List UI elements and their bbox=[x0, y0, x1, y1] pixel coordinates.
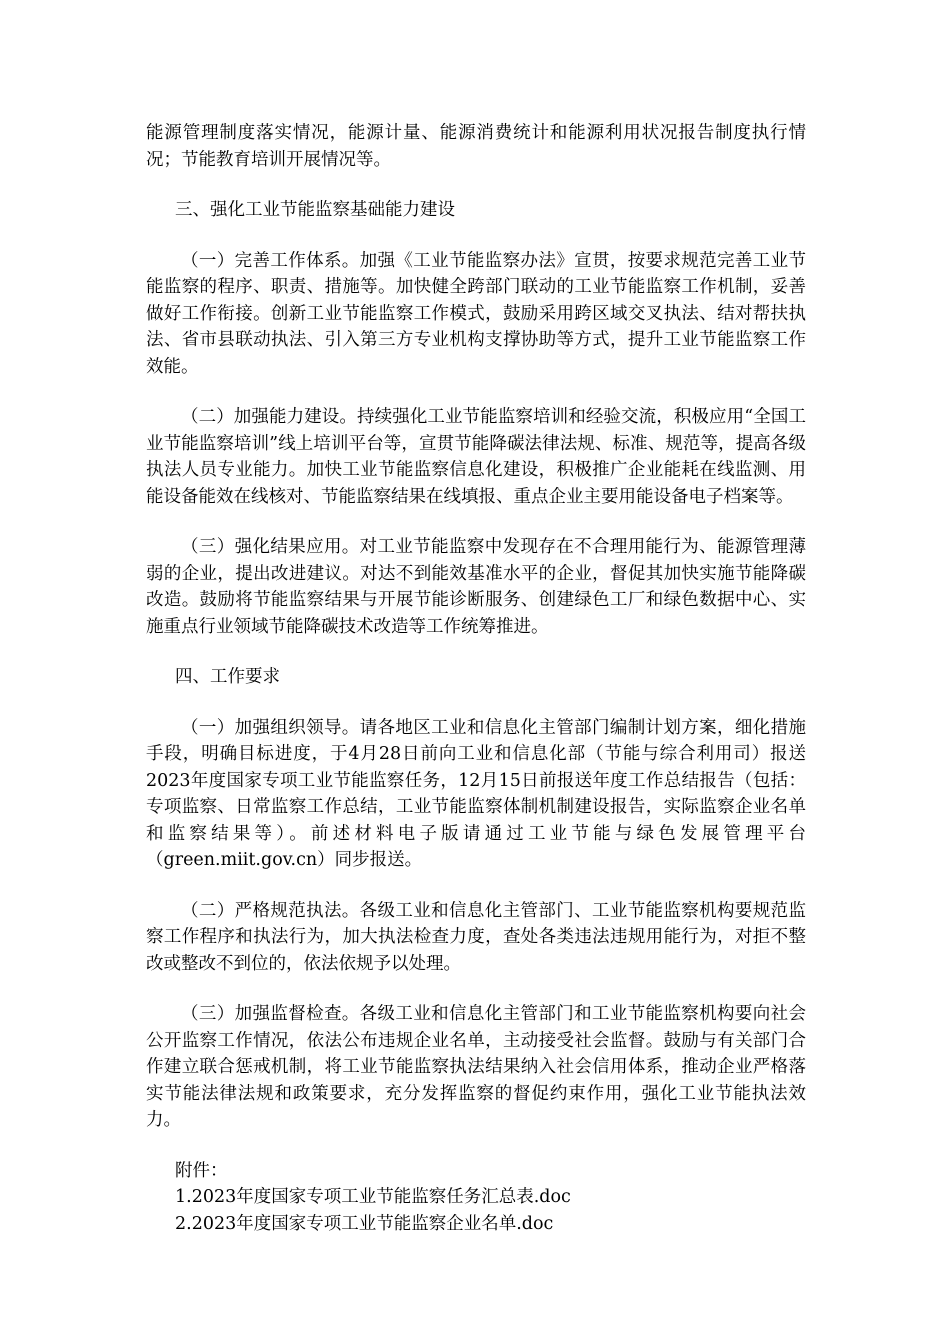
attachment-link-2[interactable]: 2.2023年度国家专项工业节能监察企业名单.doc bbox=[175, 1213, 554, 1234]
section-3-item-2: （二）加强能力建设。持续强化工业节能监察培训和经验交流，积极应用“全国工业节能监察培训”线上培训平台等，宣贯节能降碳法律法规、标准、规范等，提高各级执法人员专业能力。加快工业节能监察信息化建设，积极推广企业能耗在线监测、用能设备能效在线核对、节能监察结果在线填报、重点企业主要用能设备电子档案等。 bbox=[146, 407, 806, 507]
section-4-item-1: （一）加强组织领导。请各地区工业和信息化主管部门编制计划方案，细化措施手段，明确目标进度，于4月28日前向工业和信息化部（节能与综合利用司）报送2023年度国家专项工业节能监察任务，12月15日前报送年度工作总结报告（包括：专项监察、日常监察工作总结，工业节能监察体制机制建设报告，实际监察企业名单和监察结果等）。前述材料电子版请通过工业节能与绿色发展管理平台（green.miit.gov.cn）同步报送。 bbox=[146, 717, 806, 870]
attachments-label: 附件： bbox=[175, 1160, 228, 1181]
attachment-link-1[interactable]: 1.2023年度国家专项工业节能监察任务汇总表.doc bbox=[175, 1187, 571, 1207]
section-3-item-1: （一）完善工作体系。加强《工业节能监察办法》宣贯，按要求规范完善工业节能监察的程序、职责、措施等。加快健全跨部门联动的工业节能监察工作机制，妥善做好工作衔接。创新工业节能监察工作模式，鼓励采用跨区域交叉执法、结对帮扶执法、省市县联动执法、引入第三方专业机构支撑协助等方式，提升工业节能监察工作效能。 bbox=[146, 250, 806, 377]
document-body bbox=[146, 120, 806, 1237]
section-4-item-2: （二）严格规范执法。各级工业和信息化主管部门、工业节能监察机构要规范监察工作程序和执法行为，加大执法检查力度，查处各类违法违规用能行为，对拒不整改或整改不到位的，依法依规予以处理。 bbox=[146, 900, 806, 974]
section-4-heading: 四、工作要求 bbox=[175, 667, 280, 687]
section-4-item-3: （三）加强监督检查。各级工业和信息化主管部门和工业节能监察机构要向社会公开监察工作情况，依法公布违规企业名单，主动接受社会监督。鼓励与有关部门合作建立联合惩戒机制，将工业节能监察执法结果纳入社会信用体系，推动企业严格落实节能法律法规和政策要求，充分发挥监察的督促约束作用，强化工业节能执法效力。 bbox=[146, 1004, 806, 1130]
section-3-heading: 三、强化工业节能监察基础能力建设 bbox=[175, 200, 455, 220]
intro-paragraph: 能源管理制度落实情况，能源计量、能源消费统计和能源利用状况报告制度执行情况；节能教育培训开展情况等。 bbox=[146, 123, 806, 170]
section-3-item-3: （三）强化结果应用。对工业节能监察中发现存在不合理用能行为、能源管理薄弱的企业，提出改进建议。对达不到能效基准水平的企业，督促其加快实施节能降碳改造。鼓励将节能监察结果与开展节能诊断服务、创建绿色工厂和绿色数据中心、实施重点行业领域节能降碳技术改造等工作统筹推进。 bbox=[146, 537, 806, 637]
attachments-block bbox=[146, 1158, 806, 1238]
